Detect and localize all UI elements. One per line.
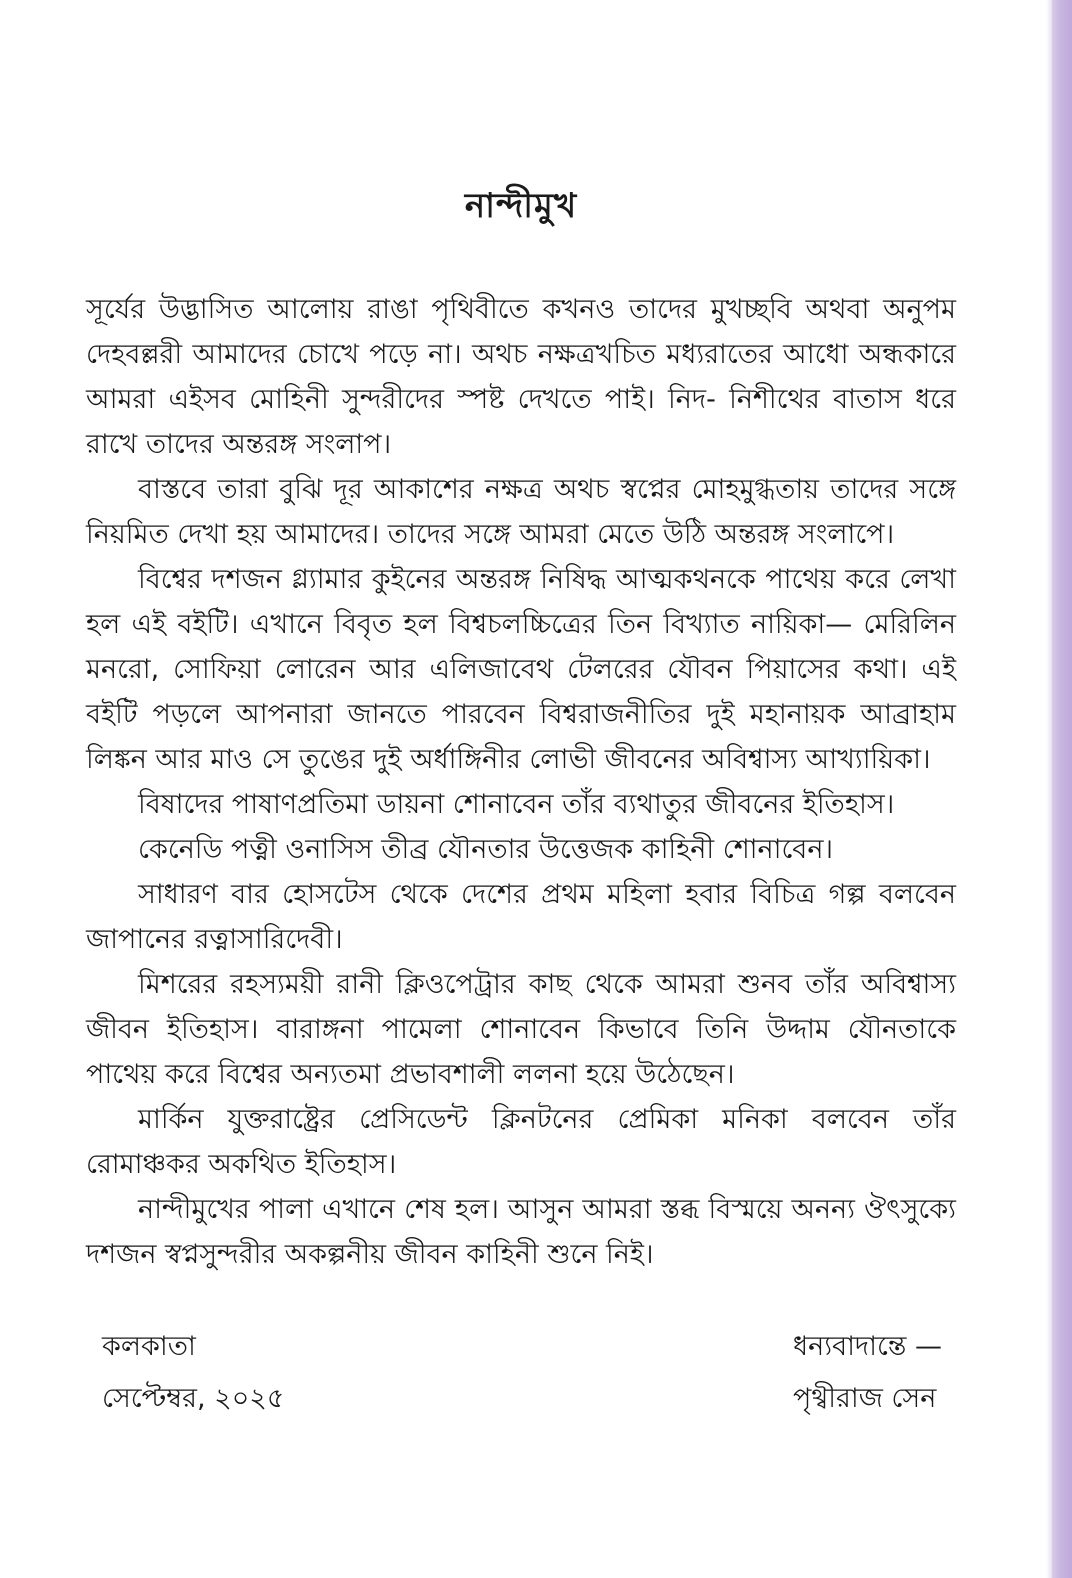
paragraph: বিষাদের পাষাণপ্রতিমা ডায়না শোনাবেন তাঁর ব্যথাতুর জীবনের ইতিহাস।: [138, 789, 895, 820]
document-body: [86, 180, 956, 1425]
paragraph: বাস্তবে তারা বুঝি দূর আকাশের নক্ষত্র অথচ স্বপ্নের মোহমুগ্ধতায় তাদের সঙ্গে নিয়মিত দেখা হয় আমাদের। তাদের সঙ্গে আমরা মেতে উঠি অন্তরঙ্গ সংলাপে।: [86, 474, 956, 550]
paragraph: সূর্যের উদ্ভাসিত আলোয় রাঙা পৃথিবীতে কখনও তাদের মুখচ্ছবি অথবা অনুপম দেহবল্লরী আমাদের চোখে পড়ে না। অথচ নক্ষত্রখচিত মধ্যরাতের আধো অন্ধকারে আমরা এইসব মোহিনী সুন্দরীদের স্পষ্ট দেখতে পাই। নিদ- নিশীথের বাতাস ধরে রাখে তাদের অন্তরঙ্গ সংলাপ।: [86, 294, 956, 460]
paragraph: মার্কিন যুক্তরাষ্ট্রের প্রেসিডেন্ট ক্লিনটনের প্রেমিকা মনিকা বলবেন তাঁর রোমাঞ্চকর অকথিত ইতিহাস।: [86, 1104, 956, 1180]
signoff-place-date: [102, 1321, 284, 1425]
paragraph: মিশরের রহস্যময়ী রানী ক্লিওপেট্রার কাছ থেকে আমরা শুনব তাঁর অবিশ্বাস্য জীবন ইতিহাস। বারাঙ্গনা পামেলা শোনাবেন কিভাবে তিনি উদ্দাম যৌনতাকে পাথেয় করে বিশ্বের অন্যতমা প্রভাবশালী ললনা হয়ে উঠেছেন।: [86, 969, 956, 1090]
page-title: নান্দীমুখ: [464, 186, 578, 226]
paragraph: সাধারণ বার হোসটেস থেকে দেশের প্রথম মহিলা হবার বিচিত্র গল্প বলবেন জাপানের রত্নাসারিদেবী।: [86, 879, 956, 955]
signoff-author-block: [793, 1321, 942, 1425]
signoff: [86, 1321, 956, 1425]
signoff-author: পৃথ্বীরাজ সেন: [793, 1383, 937, 1414]
paragraph: নান্দীমুখের পালা এখানে শেষ হল। আসুন আমরা স্তব্ধ বিস্ময়ে অনন্য ঔৎসুক্যে দশজন স্বপ্নসুন্দরীর অকল্পনীয় জীবন কাহিনী শুনে নিই।: [86, 1194, 956, 1270]
signoff-date: সেপ্টেম্বর, ২০২৫: [102, 1383, 285, 1414]
paragraph: বিশ্বের দশজন গ্ল্যামার কুইনের অন্তরঙ্গ নিষিদ্ধ আত্মকথনকে পাথেয় করে লেখা হল এই বইটি। এখানে বিবৃত হল বিশ্বচলচ্চিত্রের তিন বিখ্যাত নায়িকা— মেরিলিন মনরো, সোফিয়া লোরেন আর এলিজাবেথ টেলরের যৌবন পিয়াসের কথা। এই বইটি পড়লে আপনারা জানতে পারবেন বিশ্বরাজনীতির দুই মহানায়ক আব্রাহাম লিঙ্কন আর মাও সে তুঙের দুই অর্ধাঙ্গিনীর লোভী জীবনের অবিশ্বাস্য আখ্যায়িকা।: [86, 564, 956, 775]
page-edge: [1052, 0, 1072, 1578]
signoff-thanks: ধন্যবাদান্তে —: [793, 1331, 942, 1362]
signoff-place: কলকাতা: [102, 1331, 196, 1362]
paragraph: কেনেডি পত্নী ওনাসিস তীব্র যৌনতার উত্তেজক কাহিনী শোনাবেন।: [138, 834, 834, 865]
